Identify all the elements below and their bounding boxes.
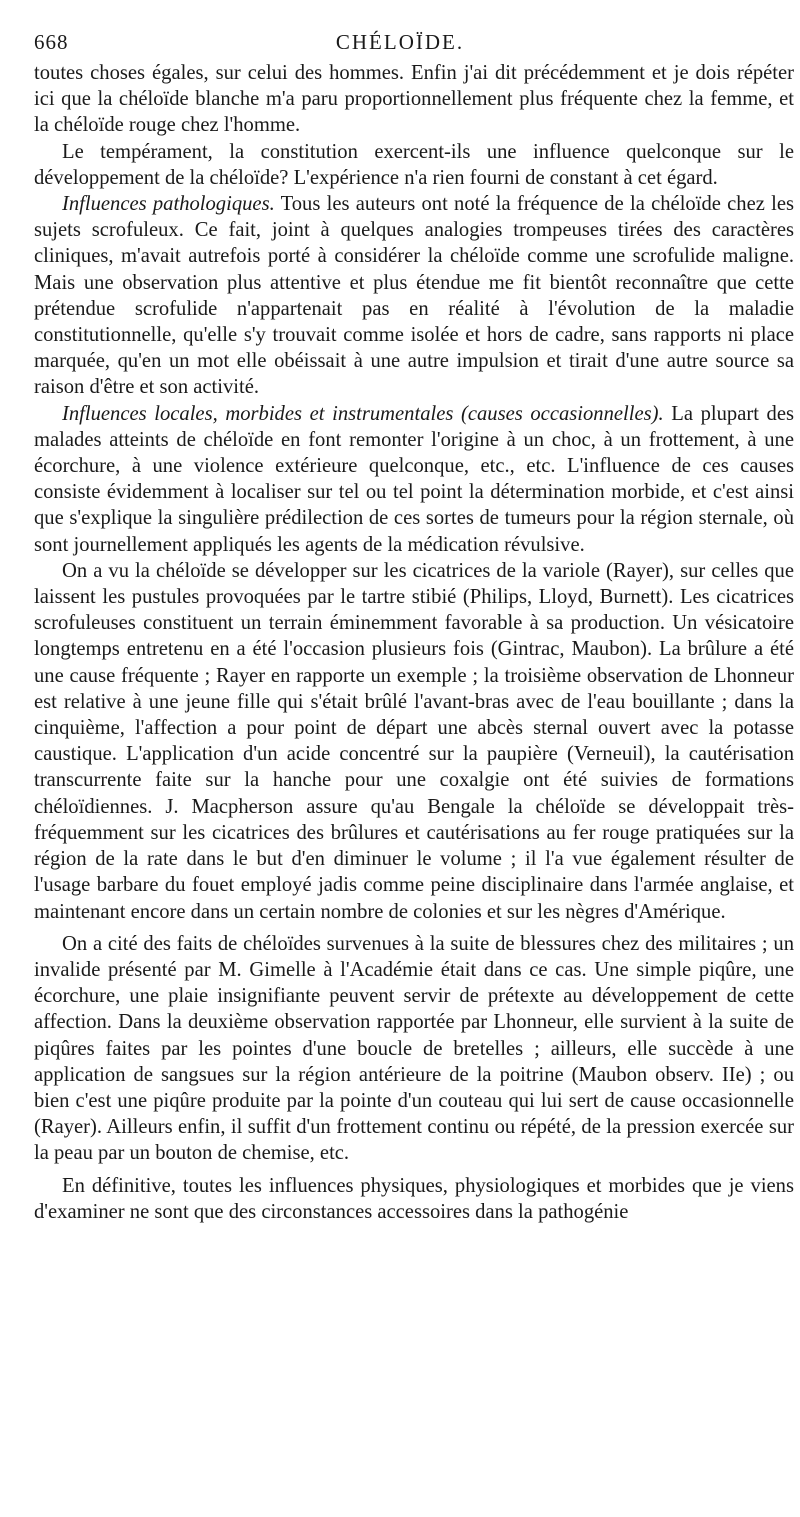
paragraph-3-lead: Influences pathologiques. — [62, 193, 275, 216]
paragraph-5: On a vu la chéloïde se développer sur les cicatrices de la variole (Rayer), sur celles que laissent les pustules provoquées par le tartre stibié (Philips, Lloyd, Burnett). Les cicatrices scrofuleuses constituent un terrain éminemment favorable à sa production. Un vésicatoire longtemps entretenu en a été l'occasion plusieurs fois (Gintrac, Maubon). La brûlure a été une cause fréquente ; Rayer en rapporte un exemple ; la troisième observation de Lhonneur est relative à une jeune fille qui s'était brûlé l'avant-bras avec de l'eau bouillante ; dans la cinquième, l'affection a pour point de départ une abcès sternal ouvert avec la potasse caustique. L'application d'un acide concentré sur la paupière (Verneuil), la cautérisation transcurrente faite sur la hanche pour une coxalgie ont été suivies de formations chéloïdiennes. J. Macpherson assure qu'au Bengale la chéloïde se développait très-fréquemment sur les cicatrices des brûlures et cautérisations au fer rouge pratiquées sur la région de la rate dans le but d'en diminuer le volume ; il l'a vue également résulter de l'usage barbare du fouet employé jadis comme peine disciplinaire dans l'armée anglaise, et maintenant encore dans un certain nombre de colonies et sur les nègres d'Amérique. — [34, 559, 794, 923]
paragraph-6: On a cité des faits de chéloïdes survenues à la suite de blessures chez des militaires ; un invalide présenté par M. Gimelle à l'Académie était dans ce cas. Une simple piqûre, une écorchure, une plaie insignifiante peuvent servir de prétexte au développement de cette affection. Dans la deuxième observation rapportée par Lhonneur, elle survient à la suite de piqûres faites par les pointes d'une boucle de bretelles ; ailleurs, elle succède à une application de sangsues sur la région antérieure de la poitrine (Maubon observ. IIe) ; ou bien c'est une piqûre produite par la pointe d'un couteau qui lui sert de cause occasionnelle (Rayer). Ailleurs enfin, il suffit d'un frottement continu ou répété, de la pression exercée sur la peau par un bouton de chemise, etc. — [34, 932, 794, 1165]
body-text — [34, 60, 794, 1225]
paragraph-4 — [34, 401, 794, 558]
page-header — [34, 30, 766, 60]
running-head: CHÉLOÏDE. — [335, 30, 465, 54]
paragraph-2: Le tempérament, la constitution exercent-ils une influence quelconque sur le développement de la chéloïde? L'expérience n'a rien fourni de constant à cet égard. — [34, 140, 794, 189]
paragraph-3 — [34, 191, 794, 401]
page-number: 668 — [34, 30, 69, 54]
paragraph-7: En définitive, toutes les influences physiques, physiologiques et morbides que je viens d'examiner ne sont que des circonstances accessoires dans la pathogénie — [34, 1174, 794, 1223]
paragraph-4-lead: Influences locales, morbides et instrumentales (causes occasionnelles). — [62, 402, 664, 425]
paragraph-1: toutes choses égales, sur celui des hommes. Enfin j'ai dit précédemment et je dois répéter ici que la chéloïde blanche m'a paru proportionnellement plus fréquente chez la femme, et la chéloïde rouge chez l'homme. — [34, 62, 794, 137]
paragraph-3-text: Tous les auteurs ont noté la fréquence de la chéloïde chez les sujets scrofuleux. Ce fait, joint à quelques analogies trompeuses tirées des caractères cliniques, m'avait autrefois porté à considérer la chéloïde comme une scrofulide maligne. Mais une observation plus attentive et plus étendue me fit bientôt reconnaître que cette prétendue scrofulide n'appartenait pas en réalité à l'évolution de la maladie constitutionnelle, qu'elle s'y trouvait comme isolée et hors de cadre, sans rapports ni place marquée, qu'en un mot elle obéissait à une autre impulsion et tirait d'une autre source sa raison d'être et son activité. — [34, 193, 794, 399]
paragraph-4-text: La plupart des malades atteints de chéloïde en font remonter l'origine à un choc, à un frottement, à une écorchure, à une violence extérieure quelconque, etc., etc. L'influence de ces causes consiste évidemment à localiser sur tel ou tel point la détermination morbide, et c'est ainsi que s'explique la singulière prédilection de ces sortes de tumeurs pour la région sternale, où sont journellement appliqués les agents de la médication révulsive. — [34, 402, 794, 556]
